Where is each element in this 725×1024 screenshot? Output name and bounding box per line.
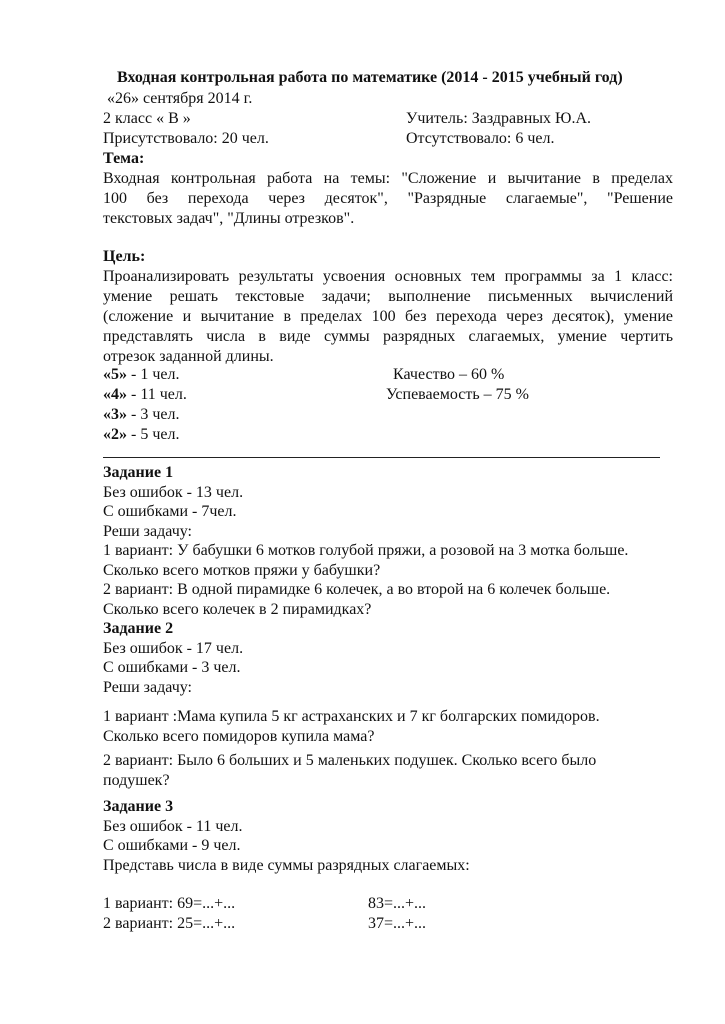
task3-variant2-second: 37=...+...	[368, 915, 427, 932]
task2-variant2: 2 вариант: Было 6 больших и 5 маленьких подушек. Сколько всего было	[103, 752, 597, 769]
goal-line: умение решать текстовые задачи; выполнение письменных вычислений	[103, 288, 673, 305]
grade-count: - 5 чел.	[127, 426, 180, 443]
task3-prompt: Представь числа в виде суммы разрядных слагаемых:	[103, 857, 470, 874]
task2-variant2-question: подушек?	[103, 772, 170, 789]
task1-variant2-question: Сколько всего колечек в 2 пирамидках?	[103, 601, 372, 618]
theme-line: Входная контрольная работа на темы: "Сложение и вычитание в пределах	[103, 170, 673, 187]
task2-variant1-question: Сколько всего помидоров купила мама?	[103, 728, 375, 745]
grade-mark: «3»	[103, 406, 127, 423]
grade-mark: «5»	[103, 366, 127, 383]
task1-prompt: Реши задачу:	[103, 523, 192, 540]
divider	[103, 457, 660, 458]
task2-with-errors: С ошибками - 3 чел.	[103, 659, 241, 676]
present-count: Присутствовало: 20 чел.	[103, 130, 269, 147]
progress-stat: Успеваемость – 75 %	[386, 386, 529, 403]
goal-line: представлять числа в виде суммы разрядных слагаемых, умение чертить	[103, 328, 673, 345]
teacher-label: Учитель: Заздравных Ю.А.	[406, 110, 592, 127]
task1-variant1: 1 вариант: У бабушки 6 мотков голубой пряжи, а розовой на 3 мотка больше.	[103, 542, 629, 559]
grade-mark: «2»	[103, 426, 127, 443]
grade-row	[103, 405, 179, 424]
grade-mark: «4»	[103, 386, 127, 403]
grade-row	[103, 425, 179, 444]
class-label: 2 класс « В »	[103, 110, 191, 127]
grade-count: - 11 чел.	[127, 386, 187, 403]
quality-stat: Качество – 60 %	[393, 366, 505, 383]
grade-row	[103, 365, 179, 384]
theme-line: текстовых задач", "Длины отрезков".	[103, 210, 355, 227]
task3-variant1-second: 83=...+...	[368, 895, 427, 912]
task1-heading: Задание 1	[103, 464, 174, 481]
task3-no-errors: Без ошибок - 11 чел.	[103, 818, 243, 835]
goal-line: (сложение и вычитание в пределах 100 без перехода через десяток), умение	[103, 308, 673, 325]
date: «26» сентября 2014 г.	[107, 90, 253, 107]
task3-with-errors: С ошибками - 9 чел.	[103, 837, 241, 854]
task1-variant1-question: Сколько всего мотков пряжи у бабушки?	[103, 562, 381, 579]
grade-count: - 1 чел.	[127, 366, 180, 383]
task1-with-errors: С ошибками - 7чел.	[103, 503, 237, 520]
goal-heading: Цель:	[103, 248, 146, 265]
task2-prompt: Реши задачу:	[103, 679, 192, 696]
grade-count: - 3 чел.	[127, 406, 180, 423]
task2-heading: Задание 2	[103, 620, 174, 637]
task1-variant2: 2 вариант: В одной пирамидке 6 колечек, а во второй на 6 колечек больше.	[103, 581, 611, 598]
theme-heading: Тема:	[103, 150, 145, 167]
theme-line: 100 без перехода через десяток", "Разрядные слагаемые", "Решение	[103, 190, 673, 207]
task3-variant1: 1 вариант: 69=...+...	[103, 895, 236, 912]
task3-variant2: 2 вариант: 25=...+...	[103, 915, 236, 932]
goal-line: Проанализировать результаты усвоения основных тем программы за 1 класс:	[103, 268, 673, 285]
goal-line: отрезок заданной длины.	[103, 348, 274, 365]
grade-row	[103, 385, 187, 404]
task1-no-errors: Без ошибок - 13 чел.	[103, 484, 244, 501]
task2-variant1: 1 вариант :Мама купила 5 кг астраханских и 7 кг болгарских помидоров.	[103, 708, 600, 725]
document-title: Входная контрольная работа по математике (2014 - 2015 учебный год)	[117, 69, 623, 86]
task3-heading: Задание 3	[103, 798, 174, 815]
task2-no-errors: Без ошибок - 17 чел.	[103, 640, 244, 657]
absent-count: Отсутствовало: 6 чел.	[406, 130, 555, 147]
